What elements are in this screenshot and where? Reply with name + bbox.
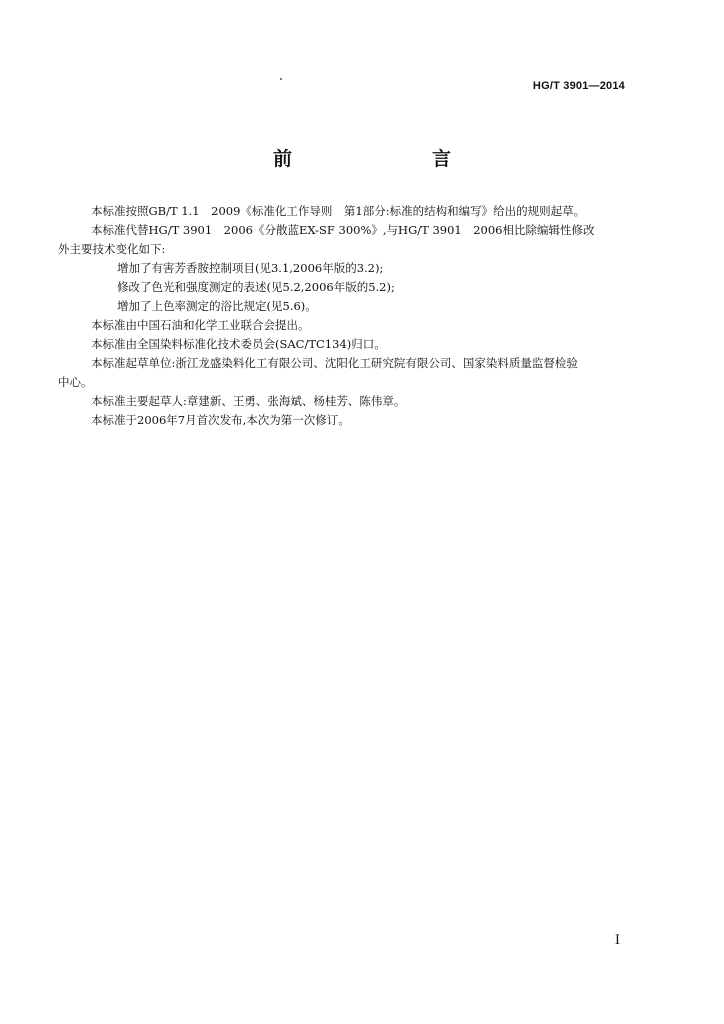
scan-speck xyxy=(280,78,282,80)
page-number: I xyxy=(614,933,620,948)
paragraph-drafting-rules: 本标准按照GB/T 1.1 2009《标准化工作导则 第1部分:标准的结构和编写》给出的规则起草。 xyxy=(91,204,586,218)
paragraph-publication-history: 本标准于2006年7月首次发布,本次为第一次修订。 xyxy=(91,413,350,427)
paragraph-replaces-continued: 外主要技术变化如下: xyxy=(58,242,166,256)
change-item-aromatic-amines: 增加了有害芳香胺控制项目(见3.1,2006年版的3.2); xyxy=(117,261,384,275)
standard-code: HG/T 3901—2014 xyxy=(532,80,625,92)
paragraph-proposed-by: 本标准由中国石油和化学工业联合会提出。 xyxy=(91,318,310,332)
change-item-shade-strength: 修改了色光和强度测定的表述(见5.2,2006年版的5.2); xyxy=(117,280,395,294)
paragraph-drafters: 本标准主要起草人:章建新、王勇、张海斌、杨桂芳、陈伟章。 xyxy=(91,394,406,408)
paragraph-drafting-units-continued: 中心。 xyxy=(58,375,93,389)
paragraph-drafting-units: 本标准起草单位:浙江龙盛染料化工有限公司、沈阳化工研究院有限公司、国家染料质量监督检验 xyxy=(91,356,578,370)
foreword-body xyxy=(58,202,631,430)
paragraph-administered-by: 本标准由全国染料标准化技术委员会(SAC/TC134)归口。 xyxy=(91,337,386,351)
change-item-bath-ratio: 增加了上色率测定的浴比规定(见5.6)。 xyxy=(117,299,317,313)
paragraph-replaces: 本标准代替HG/T 3901 2006《分散蓝EX-SF 300%》,与HG/T 3901 2006相比除编辑性修改 xyxy=(91,223,595,237)
page-title: 前 言 xyxy=(272,148,485,170)
